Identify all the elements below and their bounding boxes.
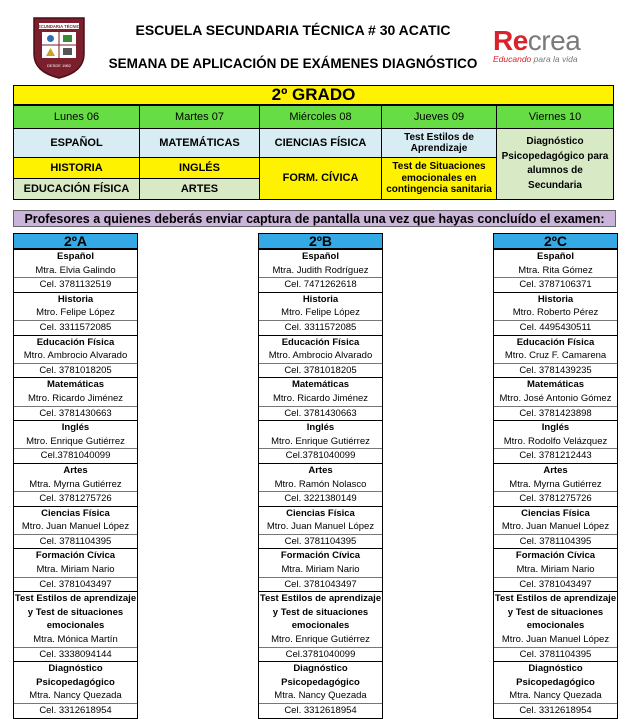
teacher-name: Mtra. Judith Rodríguez [259,264,382,279]
subject-title: Diagnóstico [528,663,583,675]
subject-title: Educación Física [36,336,115,348]
subject-title: Matemáticas [46,379,105,391]
teachers-banner: Profesores a quienes deberás enviar captura de pantalla una vez que hayas concluído el examen: [13,210,616,227]
teacher-phone: Cel. 4495430511 [519,321,592,333]
teacher-entry [494,420,617,463]
teacher-entry [259,377,382,420]
subject-title: Inglés [541,422,570,434]
subject-title: Ciencias Física [521,507,590,519]
exam-artes: ARTES [139,178,260,200]
group-2b-column [258,233,383,719]
teacher-entry [14,463,137,506]
subject-title: y Test de situaciones [507,606,604,618]
teacher-entry [494,249,617,292]
grade-title: 2º GRADO [13,85,614,105]
subject-title: Psicopedagógico [36,676,115,688]
brand-tagline-b: para la vida [531,54,578,64]
exam-historia: HISTORIA [13,157,140,179]
teacher-phone: Cel.3781040099 [285,648,356,660]
school-title: ESCUELA SECUNDARIA TÉCNICA # 30 ACATIC [135,22,451,38]
teacher-name: Mtra. Mónica Martín [14,633,137,648]
teacher-phone: Cel. 3781275726 [519,493,592,505]
subject-title: Artes [543,464,568,476]
teacher-phone: Cel. 3781430663 [39,407,112,419]
teacher-phone: Cel. 3781043497 [39,578,112,590]
teacher-entry [14,506,137,549]
subject-title: Historia [302,293,339,305]
subject-title: Educación Física [516,336,595,348]
teacher-phone: Cel. 3338094144 [39,648,112,660]
exam-test-situaciones: Test de Situaciones emocionales en contingencia sanitaria [381,157,497,200]
teacher-name: Mtro. Ricardo Jiménez [14,392,137,407]
teacher-phone: Cel. 3781104395 [519,535,592,547]
teacher-name: Mtro. Cruz F. Camarena [494,349,617,364]
brand-crea: crea [527,25,581,56]
group-header: 2ºC [494,233,617,249]
teacher-name: Mtra. Myrna Gutiérrez [494,478,617,493]
teacher-phone: Cel. 7471262618 [284,279,357,291]
group-2c-column [493,233,618,719]
teacher-name: Mtra. Nancy Quezada [259,689,382,704]
teacher-entry [494,292,617,335]
teacher-phone: Cel. 3781275726 [39,493,112,505]
teacher-phone: Cel. 3781018205 [39,364,112,376]
teacher-phone: Cel. 3781430663 [284,407,357,419]
subject-title: Diagnóstico [293,663,348,675]
school-shield-logo [30,14,88,80]
subject-title: Inglés [61,422,90,434]
teacher-entry [259,463,382,506]
brand-re: Re [493,25,528,56]
subject-title: Formación Cívica [280,550,361,562]
teacher-phone: Cel.3781040099 [285,450,356,462]
subject-title: Psicopedagógico [516,676,595,688]
subject-title: Historia [57,293,94,305]
teacher-name: Mtro. Ramón Nolasco [259,478,382,493]
teacher-entry [14,661,137,717]
teacher-entry [14,420,137,463]
teacher-entry [14,591,137,661]
teacher-entry [259,292,382,335]
group-header: 2ºA [14,233,137,249]
svg-text:SECUNDARIA TÉCNICA: SECUNDARIA TÉCNICA [35,23,83,29]
subject-title: Historia [537,293,574,305]
group-header: 2ºB [259,233,382,249]
teacher-entry [494,661,617,717]
teacher-name: Mtra. Miriam Nario [259,563,382,578]
subject-title: Psicopedagógico [281,676,360,688]
brand-tagline-a: Educando [493,54,532,64]
teacher-entry [259,420,382,463]
day-friday: Viernes 10 [496,105,614,129]
teacher-name: Mtro. Enrique Gutiérrez [14,435,137,450]
subject-title: y Test de situaciones [272,606,369,618]
teacher-name: Mtra. Elvia Galindo [14,264,137,279]
svg-text:DESDE 1982: DESDE 1982 [47,63,71,68]
teacher-name: Mtro. Rodolfo Velázquez [494,435,617,450]
teacher-phone: Cel. 3781212443 [519,450,592,462]
teacher-entry [14,377,137,420]
subject-title: Formación Cívica [35,550,116,562]
subject-title: y Test de situaciones [27,606,124,618]
teacher-phone: Cel. 3781423898 [519,407,592,419]
teacher-name: Mtro. Juan Manuel López [494,520,617,535]
teacher-entry [259,591,382,661]
day-tuesday: Martes 07 [139,105,260,129]
teacher-name: Mtro. Roberto Pérez [494,306,617,321]
exam-matematicas: MATEMÁTICAS [139,128,260,158]
teacher-name: Mtro. Ricardo Jiménez [259,392,382,407]
teacher-entry [494,377,617,420]
subject-title: Educación Física [281,336,360,348]
subject-title: Inglés [306,422,335,434]
subject-title: emocionales [46,620,105,632]
teacher-phone: Cel. 3781104395 [284,535,357,547]
subject-title: Artes [308,464,333,476]
teacher-phone: Cel. 3221380149 [284,493,357,505]
teacher-phone: Cel. 3312618954 [519,705,592,716]
subject-title: Español [302,251,339,262]
teacher-name: Mtro. Enrique Gutiérrez [259,633,382,648]
exam-test-estilos: Test Estilos de Aprendizaje [381,128,497,158]
subject-title: Formación Cívica [515,550,596,562]
teacher-phone: Cel. 3781043497 [519,578,592,590]
teacher-name: Mtra. Myrna Gutiérrez [14,478,137,493]
day-monday: Lunes 06 [13,105,140,129]
teacher-phone: Cel.3781040099 [40,450,111,462]
teacher-entry [14,548,137,591]
teacher-name: Mtra. Nancy Quezada [494,689,617,704]
subject-title: Ciencias Física [286,507,355,519]
subject-title: Ciencias Física [41,507,110,519]
teacher-phone: Cel. 3781439235 [519,364,592,376]
teacher-entry [494,463,617,506]
teacher-entry [14,249,137,292]
teacher-name: Mtro. Ambrocio Alvarado [14,349,137,364]
teacher-name: Mtro. Juan Manuel López [14,520,137,535]
teacher-entry [14,292,137,335]
subject-title: Test Estilos de aprendizaje [259,593,382,605]
teacher-phone: Cel. 3781104395 [39,535,112,547]
teacher-name: Mtro. José Antonio Gómez [494,392,617,407]
teacher-entry [259,506,382,549]
teacher-name: Mtro. Felipe López [259,306,382,321]
subject-title: Test Estilos de aprendizaje [14,593,137,605]
teacher-phone: Cel. 3781132519 [39,279,112,291]
exam-ciencias-fisica: CIENCIAS FÍSICA [259,128,382,158]
teacher-phone: Cel. 3312618954 [39,705,112,716]
recrea-brand-logo [493,26,618,66]
teacher-entry [259,548,382,591]
teacher-name: Mtro. Felipe López [14,306,137,321]
teacher-entry [494,591,617,661]
teacher-name: Mtra. Nancy Quezada [14,689,137,704]
teacher-name: Mtra. Miriam Nario [14,563,137,578]
teacher-entry [259,335,382,378]
teacher-name: Mtro. Ambrocio Alvarado [259,349,382,364]
day-wednesday: Miércoles 08 [259,105,382,129]
teacher-phone: Cel. 3787106371 [519,279,592,291]
teacher-phone: Cel. 3311572085 [39,321,112,333]
subject-title: Español [537,251,574,262]
teacher-name: Mtra. Miriam Nario [494,563,617,578]
subject-title: emocionales [526,620,585,632]
teacher-entry [494,548,617,591]
exam-ingles: INGLÉS [139,157,260,179]
teacher-phone: Cel. 3781043497 [284,578,357,590]
teacher-phone: Cel. 3311572085 [284,321,357,333]
teacher-entry [259,661,382,717]
teacher-name: Mtra. Rita Gómez [494,264,617,279]
subject-title: Español [57,251,94,262]
teacher-entry [494,506,617,549]
subject-title: Matemáticas [291,379,350,391]
exam-week-subtitle: SEMANA DE APLICACIÓN DE EXÁMENES DIAGNÓSTICO [108,56,478,71]
teacher-name: Mtro. Enrique Gutiérrez [259,435,382,450]
teacher-phone: Cel. 3781018205 [284,364,357,376]
teacher-name: Mtro. Juan Manuel López [494,633,617,648]
day-thursday: Jueves 09 [381,105,497,129]
subject-title: Artes [63,464,88,476]
group-2a-column [13,233,138,719]
exam-espanol: ESPAÑOL [13,128,140,158]
teacher-entry [259,249,382,292]
subject-title: Matemáticas [526,379,585,391]
subject-title: emocionales [291,620,350,632]
exam-educacion-fisica: EDUCACIÓN FÍSICA [13,178,140,200]
teacher-phone: Cel. 3781104395 [519,648,592,660]
teacher-name: Mtro. Juan Manuel López [259,520,382,535]
teacher-entry [14,335,137,378]
subject-title: Test Estilos de aprendizaje [494,593,617,605]
subject-title: Diagnóstico [48,663,103,675]
teacher-entry [494,335,617,378]
exam-civica: FORM. CÍVICA [259,157,382,200]
exam-diagnostico-psicopedagogico: Diagnóstico Psicopedagógico para alumnos de Secundaria [496,128,614,200]
teacher-phone: Cel. 3312618954 [284,705,357,716]
